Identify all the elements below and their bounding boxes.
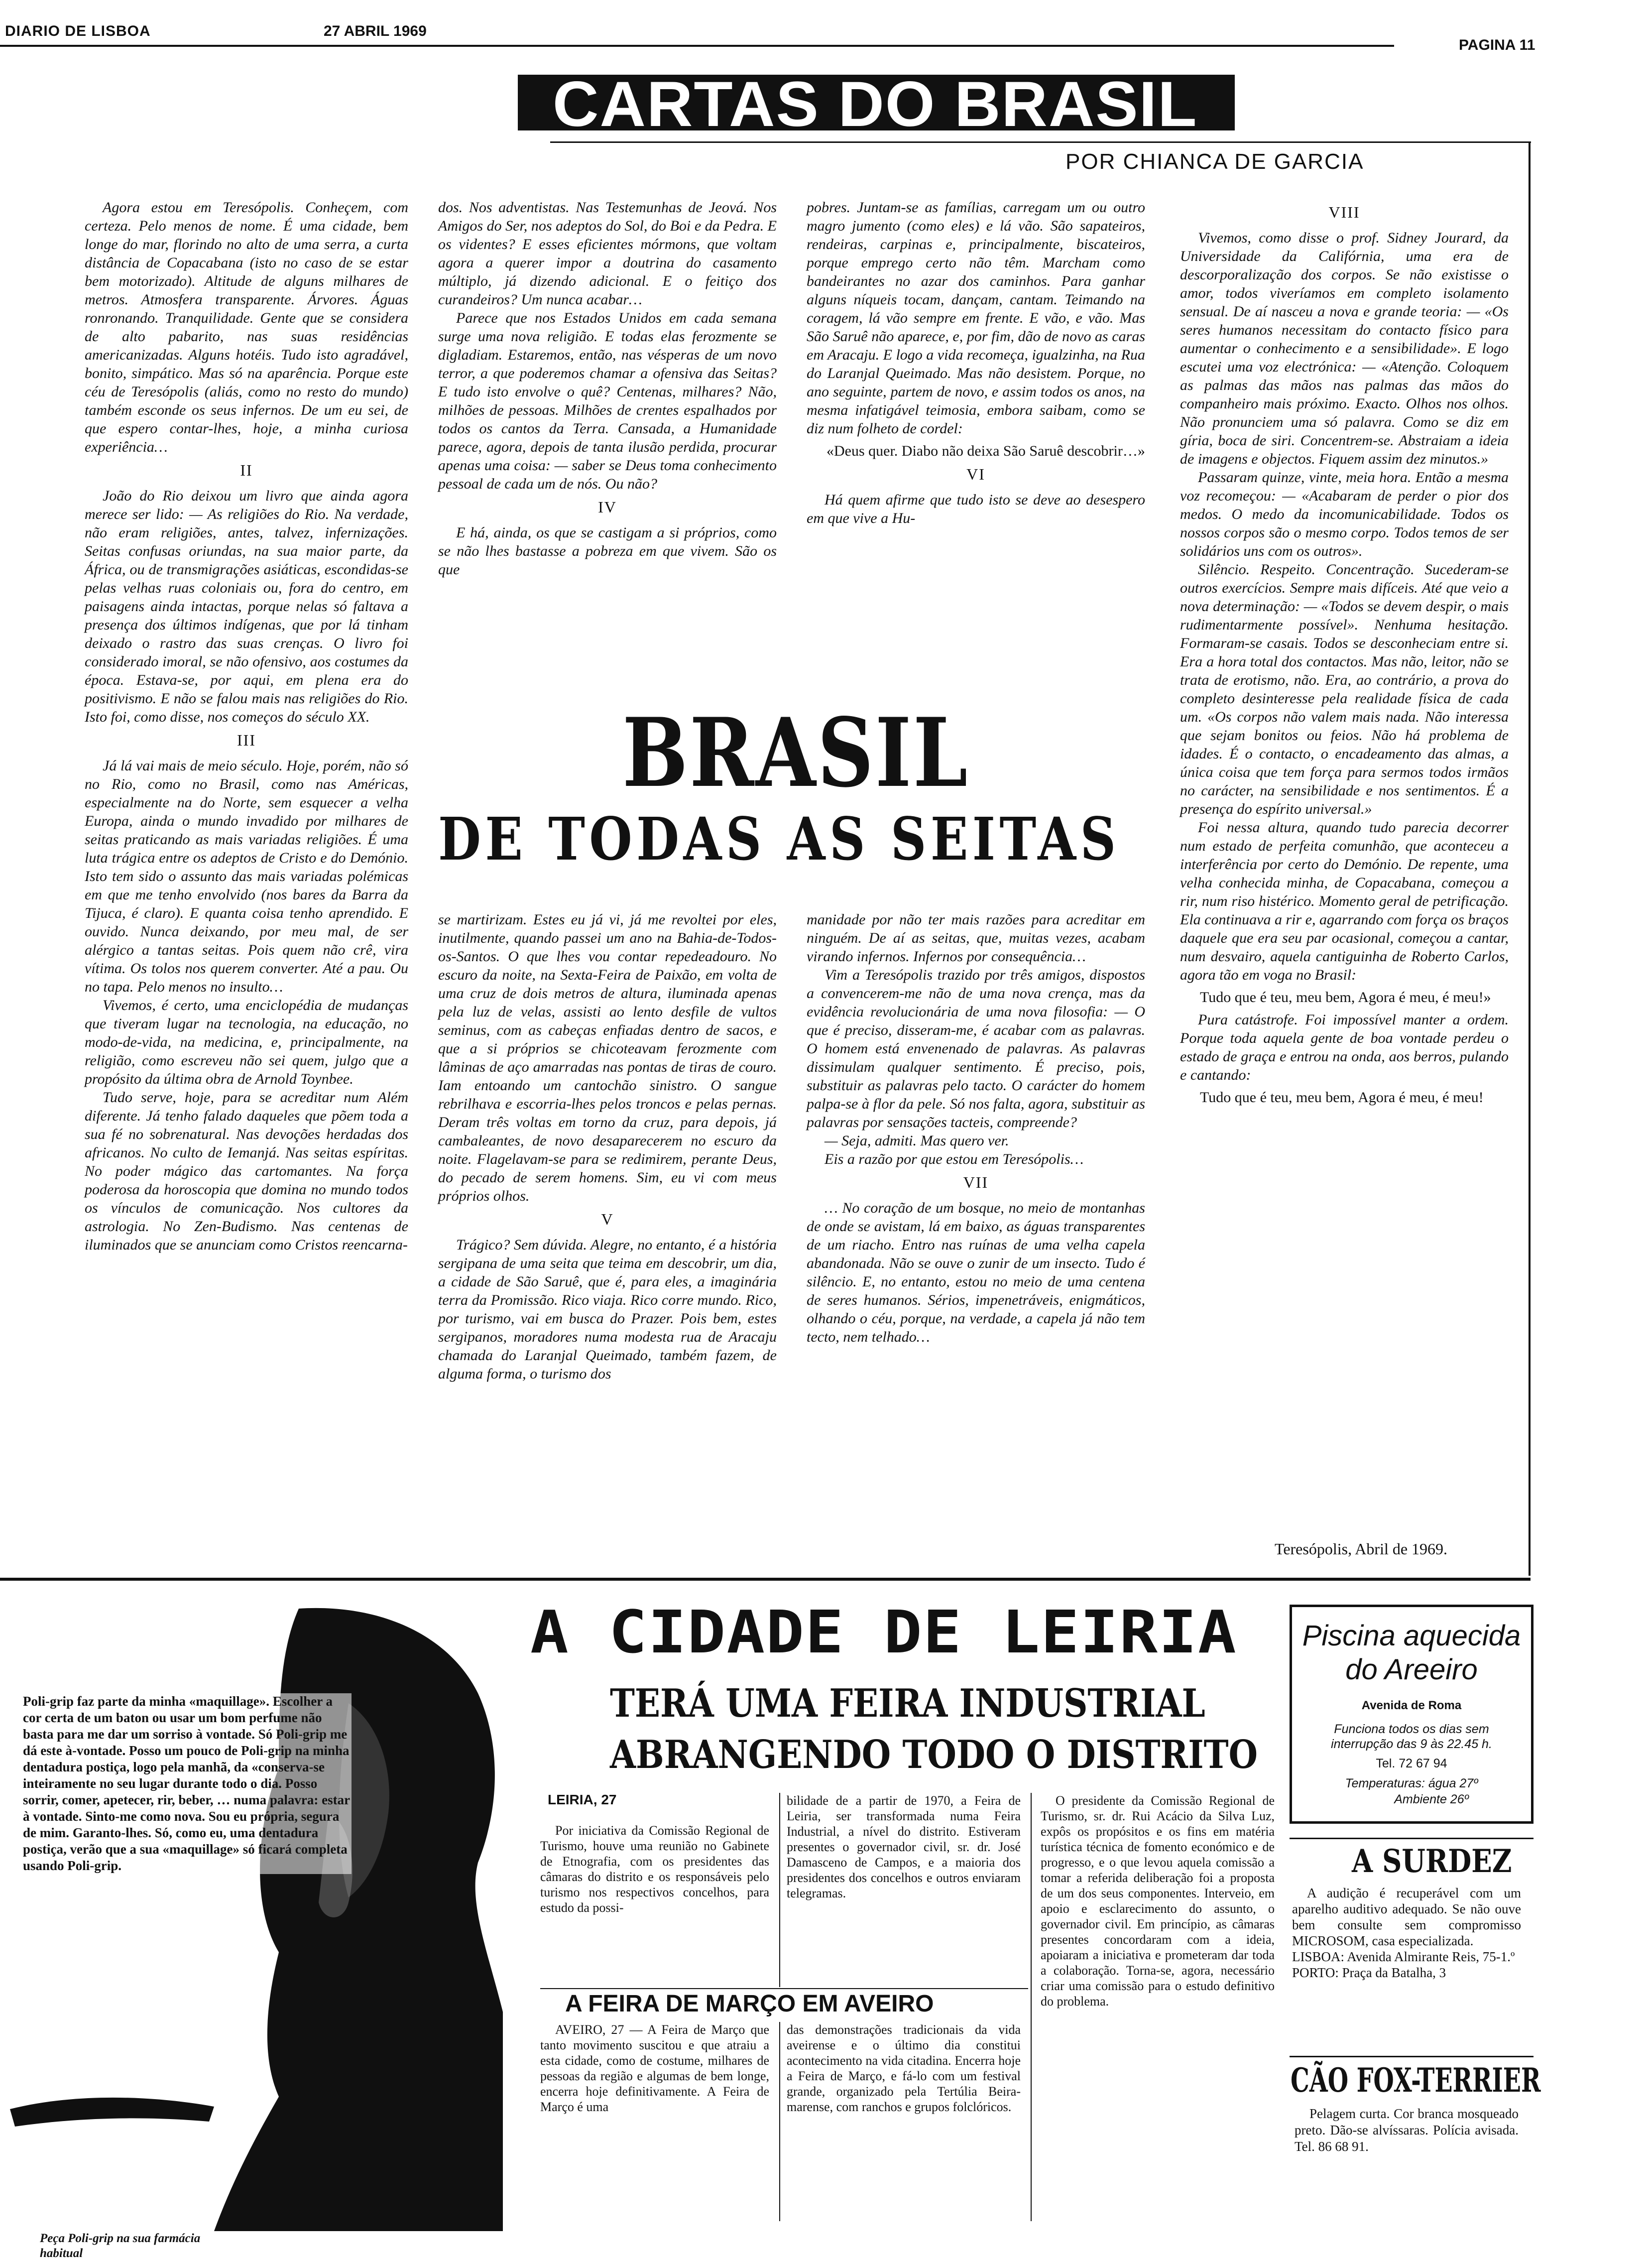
aveiro-rule bbox=[540, 1988, 1028, 1989]
article-column-1 bbox=[85, 198, 408, 1254]
article-column-2-bottom bbox=[438, 910, 777, 1383]
leiria-subhead-2: ABRANGENDO TODO O DISTRITO bbox=[610, 1732, 1258, 1777]
paragraph: Passaram quinze, vinte, meia hora. Então a mesma voz recomeçou: — «Acabaram de perder o pior dos medos. O medo da incomunicabilidade. Todos os nossos corpos são o mesmo corpo. Todos temos de ser solidários uns com os outros». bbox=[1180, 469, 1509, 559]
surdez-title: A SURDEZ bbox=[1352, 1843, 1512, 1880]
poligrip-footer: Peça Poli-grip na sua farmácia habitual bbox=[40, 2231, 219, 2261]
piscina-title-1: Piscina aquecida bbox=[1302, 1620, 1521, 1652]
article-column-3-top bbox=[807, 198, 1145, 527]
address-lisboa: LISBOA: Avenida Almirante Reis, 75-1.º bbox=[1292, 1949, 1515, 1964]
leiria-headline: A CIDADE DE LEIRIA bbox=[530, 1598, 1237, 1666]
section-numeral: V bbox=[601, 1210, 614, 1228]
byline: POR CHIANCA DE GARCIA bbox=[1065, 149, 1364, 174]
paragraph: Há quem afirme que tudo isto se deve ao desespero em que vive a Hu- bbox=[807, 492, 1145, 526]
section-title: CARTAS DO BRASIL bbox=[553, 69, 1198, 140]
surdez-rule bbox=[1290, 1838, 1534, 1839]
paragraph: Já lá vai mais de meio século. Hoje, porém, não só no Rio, como no Brasil, como nas Américas, especialmente na do Norte, sem esquecer a velha Europa, ainda o mundo invadido por milhares de seitas praticando as mais variadas religiões. É uma luta trágica entre os adeptos de Cristo e do Demónio. Isto tem sido o assunto das mais variadas polémicas em que me tenho envolvido (nos bares da Barra da Tijuca, é claro). E quanta coisa tenho aprendido. E ouvido. Nunca deixando, por meu mal, de ser alérgico a tantas seitas. Pois quem não crê, vira vítima. Os tolos nos querem converter. Até a pau. Ou no tapa. Pelo menos no insulto… bbox=[85, 757, 408, 995]
paragraph: Silêncio. Respeito. Concentração. Sucederam-se outros exercícios. Sempre mais difíceis. Até que veio a nova determinação: — «Todos se devem despir, o mais rudimentarmente possível». Nenhuma hesitação. Formaram-se casais. Todos se desconheciam entre si. Era a hora total dos contactos. Mas não, leitor, não se trata de erotismo, não. Era, ao contrário, a prova do completo desinteresse pela realidade física de cada um. «Os corpos não valem mais nada. Não interessa que sejam bonitos ou feios. Não há problema de idades. É o contacto, o encadeamento das almas, a única coisa que tem força para sermos todos irmãos no carácter, na sensibilidade e nos sentimentos. É a presença do espírito universal.» bbox=[1180, 561, 1509, 817]
piscina-temp-1: Temperaturas: água 27º bbox=[1345, 1776, 1478, 1790]
piscina-ad bbox=[1290, 1605, 1534, 1824]
aveiro-column-2 bbox=[787, 2022, 1021, 2115]
cao-text bbox=[1295, 2106, 1519, 2155]
article-signoff: Teresópolis, Abril de 1969. bbox=[1275, 1540, 1448, 1558]
leiria-col-rule-1 bbox=[779, 1793, 780, 1987]
paragraph: A audição é recuperável com um aparelho auditivo adequado. Se não ouve bem consulte sem compromisso MICROSOM, casa especializada. bbox=[1292, 1885, 1521, 1948]
piscina-address: Avenida de Roma bbox=[1361, 1699, 1462, 1712]
article-headline-1: BRASIL bbox=[622, 697, 969, 808]
verse: «Deus quer. Diabo não deixa São Saruê descobrir…» bbox=[826, 443, 1145, 459]
verse: Tudo que é teu, meu bem, Agora é meu, é meu! bbox=[1200, 1089, 1484, 1106]
paragraph: Parece que nos Estados Unidos em cada semana surge uma nova religião. E todas elas ferozmente se digladiam. Estaremos, então, nas vésperas de um novo terror, a que poderemos chamar a ofensiva das Seitas? E tudo isto envolve o quê? Centenas, milhares? Não, milhões de pessoas. Milhões de crentes espalhados por todos os cantos da Terra. Cansada, a Humanidade parece, agora, depois de tanta ilusão perdida, procurar apenas uma coisa: — saber se Deus toma conhecimento pessoal de cada um de nós. Ou não? bbox=[438, 310, 777, 492]
paragraph: Tudo serve, hoje, para se acreditar num Além diferente. Já tenho falado daqueles que põem toda a sua fé no sobrenatural. Nas devoções herdadas dos africanos. No culto de Iemanjá. Nas seitas espíritas. No poder mágico das cartomantes. Na força poderosa da horoscopia que domina no mundo todos os vínculos de comunicação. Nos cultores da astrologia. No Zen-Budismo. Nas centenas de iluminados que se anunciam como Cristos reencarna- bbox=[85, 1089, 408, 1253]
paper-name: DIARIO DE LISBOA bbox=[5, 23, 151, 39]
poligrip-copy: Poli-grip faz parte da minha «maquillage». Escolher a cor certa de um baton ou usar um bom perfume não basta para me dar um sorriso à vontade. Só Poli-grip me dá este à-vontade. Posso um pouco de Poli-grip na minha dentadura postiça, logo pela manhã, da «conserva-se inteiramente no seu lugar durante todo o dia. Posso sorrir, comer, apetecer, rir, beber, … numa palavra: estar à vontade. Sinto-me como nova. Sou eu própria, segura de mim. Garanto-lhes. Só, como eu, uma dentadura postiça, verão que a sua «maquillage» só ficará completa usando Poli-grip. bbox=[23, 1693, 352, 1874]
paragraph: João do Rio deixou um livro que ainda agora merece ser lido: — As religiões do Rio. Na verdade, não eram religiões, antes, talvez, infernizações. Seitas confusas oriundas, na sua maior parte, da África, ou de transmigrações asiáticas, escondidas-se pelas velhas ruas coloniais ou, fora do centro, em paisagens ainda intactas, porque nelas só faltava a presença dos últimos indígenas, que por lá tinham deixado o rastro das suas crenças. O livro foi considerado imoral, se não ofensivo, aos costumes da época. Estava-se, por aqui, em plena era do positivismo. E não se falou mais nas religiões do Rio. Isto foi, como disse, nos começos do século XX. bbox=[85, 488, 408, 725]
section-numeral: VII bbox=[963, 1173, 989, 1191]
leiria-column-1 bbox=[540, 1823, 769, 1915]
paragraph: … No coração de um bosque, no meio de montanhas de onde se avistam, lá em baixo, as águas transparentes de um riacho. Entro nas ruínas de uma velha capela abandonada. Não se ouve o zunir de um insecto. Tudo é silêncio. E, no entanto, estou no meio de uma centena de seres humanos. Sérios, impenetráveis, enigmáticos, olhando o céu, porque, na verdade, a capela já não tem tecto, nem telhado… bbox=[807, 1200, 1145, 1345]
poligrip-ad bbox=[0, 1604, 508, 2260]
article-right-rule bbox=[1529, 141, 1531, 1576]
header-rule bbox=[0, 45, 1394, 47]
paragraph: O presidente da Comissão Regional de Turismo, sr. dr. Rui Acácio da Silva Luz, expôs os propósitos e os fins em matéria turística técnica de fomento económico e de progresso, e o que levou aquela comissão a tomar a referida deliberação foi a proposta de um dos seus componentes. Interveio, em apoio e esclarecimento do assunto, o governador civil. Em princípio, as câmaras presentes concordaram com a ideia, apoiaram a iniciativa e prometeram dar toda a colaboração. Torna-se, agora, necessário criar uma comissão para o estudo definitivo do problema. bbox=[1041, 1793, 1275, 2009]
issue-date: 27 ABRIL 1969 bbox=[324, 23, 427, 39]
paragraph: pobres. Juntam-se as famílias, carregam um ou outro magro jumento (como eles) e lá vão. São sapateiros, rendeiras, carpinas e, principalmente, biscateiros, porque emprego certo não têm. Marcham como bandeirantes no azar dos caminhos. Para ganhar alguns níqueis tocam, dançam, cantam. Teimando na coragem, lá vão sempre em frente. E vão, e vão. Mas São Saruê não aparece, e, por fim, dão de novo as caras em Aracaju. E logo a vida recomeça, igualzinha, na Rua do Laranjal Queimado. Mas não desistem. Porque, no ano seguinte, partem de novo, e assim todos os anos, na mesma infatigável teimosia, embora saibam, como se diz num folheto de cordel: bbox=[807, 199, 1145, 437]
section-numeral: VI bbox=[966, 465, 985, 483]
paragraph: Vivemos, como disse o prof. Sidney Jourard, da Universidade da Califórnia, uma era de descorporalização dos corpos. Se não existisse o amor, todos viveríamos em completo isolamento sensual. De aí nasceu a nova e grande teoria: — «Os seres humanos necessitam do contacto físico para aumentar o conhecimento e a sensibilidade». E logo escutei uma voz electrónica: — «Atenção. Coloquem as palmas das mãos nas palmas das mãos do companheiro mais próximo. Exacto. Olhos nos olhos. Não pronunciem uma só palavra. Como se diz em gíria, boca de siri. Concentrem-se. Abstraiam a ideia de imagens e objectos. Fiquem assim dez minutos.» bbox=[1180, 230, 1509, 467]
article-bottom-rule bbox=[0, 1578, 1531, 1581]
paragraph: bilidade de a partir de 1970, a Feira de Leiria, ser transformada numa Feira Industrial, a nível do distrito. Estiveram presentes o governador civil, sr. dr. José Damasceno de Campos, e a maioria dos presidentes dos concelhos e outros enviaram telegramas. bbox=[787, 1793, 1021, 1900]
section-numeral: VIII bbox=[1328, 203, 1360, 221]
article-column-4 bbox=[1180, 198, 1509, 1111]
paragraph: manidade por não ter mais razões para acreditar em ninguém. De aí as seitas, que, muitas vezes, acabam virando infernos. Infernos por consequência… bbox=[807, 911, 1145, 965]
aveiro-headline: A FEIRA DE MARÇO EM AVEIRO bbox=[565, 1991, 934, 2017]
leiria-col-rule-2 bbox=[1031, 1793, 1032, 2221]
piscina-temp-2: Ambiente 26º bbox=[1394, 1792, 1469, 1806]
article-column-3-bottom bbox=[807, 910, 1145, 1346]
paragraph: Trágico? Sem dúvida. Alegre, no entanto, é a história sergipana de uma seita que teima em descobrir, um dia, a cidade de São Saruê, que é, para eles, a imaginária terra da Promissão. Rico viaja. Rico corre mundo. Rico, por turismo, vai em busca do Prazer. Pois bem, estes sergipanos, moradores numa modesta rua de Aracaju chamada do Laranjal Queimado, também fazem, de alguma forma, o turismo dos bbox=[438, 1237, 777, 1382]
cao-title: CÃO FOX-TERRIER bbox=[1291, 2061, 1541, 2100]
verse: Tudo que é teu, meu bem, Agora é meu, é meu!» bbox=[1200, 989, 1491, 1005]
leiria-column-3 bbox=[1041, 1793, 1275, 2009]
paragraph: das demonstrações tradicionais da vida aveirense e o último dia constitui acontecimento na vida citadina. Encerra hoje a Feira de Março, e fá-lo com um festival grande, organizado pela Tertúlia Beira-marense, com ranchos e grupos folclóricos. bbox=[787, 2022, 1021, 2114]
piscina-hours: Funciona todos os dias sem interrupção das 9 às 22.45 h. bbox=[1331, 1722, 1492, 1751]
aveiro-column-1 bbox=[540, 2022, 769, 2115]
leiria-dateline: LEIRIA, 27 bbox=[548, 1792, 617, 1807]
address-porto: PORTO: Praça da Batalha, 3 bbox=[1292, 1965, 1446, 1980]
surdez-text bbox=[1292, 1885, 1521, 1981]
paragraph: E há, ainda, os que se castigam a si próprios, como se não lhes bastasse a pobreza em que vivem. São os que bbox=[438, 524, 777, 578]
paragraph: Foi nessa altura, quando tudo parecia decorrer num estado de perfeita comunhão, que aconteceu a interferência por certo do Demónio. De repente, uma velha conhecida minha, de Copacabana, começou a rir, num riso histérico. Momento geral de petrificação. Ela continuava a rir e, agarrando com força os braços daquele que era seu par ocasional, começou a cantar, num desvairo, aquela cantiguinha de Roberto Carlos, agora tão em voga no Brasil: bbox=[1180, 819, 1509, 983]
leiria-subhead-1: TERÁ UMA FEIRA INDUSTRIAL bbox=[610, 1681, 1205, 1726]
article-headline-2: DE TODAS AS SEITAS bbox=[438, 804, 1120, 874]
page-number: PAGINA 11 bbox=[1459, 37, 1535, 53]
cao-rule bbox=[1290, 2056, 1534, 2057]
paragraph: Por iniciativa da Comissão Regional de Turismo, houve uma reunião no Gabinete de Etnografia, com os presidentes das câmaras do distrito e os responsáveis pelo turismo nos respectivos concelhos, para estudo da possi- bbox=[540, 1823, 769, 1915]
piscina-title-2: do Areeiro bbox=[1345, 1653, 1478, 1686]
paragraph: — Seja, admiti. Mas quero ver. bbox=[825, 1132, 1009, 1149]
section-numeral: II bbox=[240, 461, 253, 479]
paragraph: dos. Nos adventistas. Nas Testemunhas de Jeová. Nos Amigos do Ser, nos adeptos do Sol, do Boi e da Pedra. E os videntes? E esses eficientes mórmons, que voltam agora a querer impor a doutrina do casamento múltiplo, já dizendo adicional. E o feitiço dos curandeiros? Um nunca acabar… bbox=[438, 199, 777, 308]
paragraph: Agora estou em Teresópolis. Conheçem, com certeza. Pelo menos de nome. É uma cidade, bem longe do mar, florindo no alto de uma serra, a curta distância de Copacabana (isto no caso de se estar bem motorizado). Altitude de alguns milhares de metros. Atmosfera transparente. Árvores. Águas ronronando. Tranquilidade. Gente que se considera de alto pabarito, nas suas residências americanizadas. Alguns hotéis. Tudo isto agradável, bonito, simpático. Mas só na aparência. Porque este céu de Teresópolis (aliás, como no resto do mundo) também esconde os seus infernos. De um eu sei, de que espero contar-lhes, hoje, a minha curiosa experiência… bbox=[85, 199, 408, 455]
paragraph: AVEIRO, 27 — A Feira de Março que tanto movimento suscitou e que atraiu a esta cidade, como de costume, milhares de pessoas da região e algumas de bem longe, encerra hoje definitivamente. A Feira de Março é uma bbox=[540, 2022, 769, 2114]
section-numeral: IV bbox=[598, 498, 617, 516]
paragraph: Eis a razão por que estou em Teresópolis… bbox=[825, 1151, 1084, 1167]
leiria-column-2 bbox=[787, 1793, 1021, 1901]
article-top-rule bbox=[550, 141, 1531, 143]
section-numeral: III bbox=[237, 731, 256, 749]
piscina-tel: Tel. 72 67 94 bbox=[1376, 1757, 1447, 1770]
paragraph: Pura catástrofe. Foi impossível manter a ordem. Porque toda aquela gente de boa vontade perdeu o estado de graça e entrou na onda, aos berros, pulando e cantando: bbox=[1180, 1011, 1509, 1083]
paragraph: Vim a Teresópolis trazido por três amigos, dispostos a convencerem-me não de uma nova crença, mas da evidência revolucionária de uma nova filosofia: — O que é preciso, disseram-me, é acabar com as palavras. O homem está envenenado de palavras. As palavras dissimulam qualquer sentimento. É preciso, pois, substituir as palavras pelo tacto. O carácter do homem palpa-se à flor da pele. Só nos falta, agora, substituir as palavras por sensações tacteis, compreende? bbox=[807, 967, 1145, 1130]
paragraph: Vivemos, é certo, uma enciclopédia de mudanças que tiveram lugar na tecnologia, na educação, no modo-de-vida, na medicina, e, principalmente, na religião, como escreveu não sei quem, julgo que a propósito da última obra de Arnold Toynbee. bbox=[85, 997, 408, 1087]
aveiro-col-rule bbox=[779, 2022, 780, 2221]
article-column-2-top bbox=[438, 198, 777, 579]
paragraph: Pelagem curta. Cor branca mosqueado preto. Dão-se alvíssaras. Polícia avisada. Tel. 86 68 91. bbox=[1295, 2106, 1519, 2154]
paragraph: se martirizam. Estes eu já vi, já me revoltei por eles, inutilmente, quando passei um ano na Bahia-de-Todos-os-Santos. O que lhes vou contar repedeadouro. No escuro da noite, na Sexta-Feira de Paixão, em volta de uma cruz de dois metros de altura, iluminada apenas pela luz de velas, assisti ao lento desfile de vultos seminus, com as cabeças enfiadas dentro de sacos, e que a si próprios se chicoteavam ferozmente com lâminas de aço amarradas nas pontas de tiras de couro. Iam entoando um cantochão sinistro. O sangue rebrilhava e escorria-lhes pelos troncos e pelas pernas. Deram três voltas em torno da cruz, para depois, já cambaleantes, de novo desaparecerem no escuro da noite. Flagelavam-se para se redimirem, perante Deus, do pecado de serem homens. Sim, eu vi com meus próprios olhos. bbox=[438, 911, 777, 1204]
